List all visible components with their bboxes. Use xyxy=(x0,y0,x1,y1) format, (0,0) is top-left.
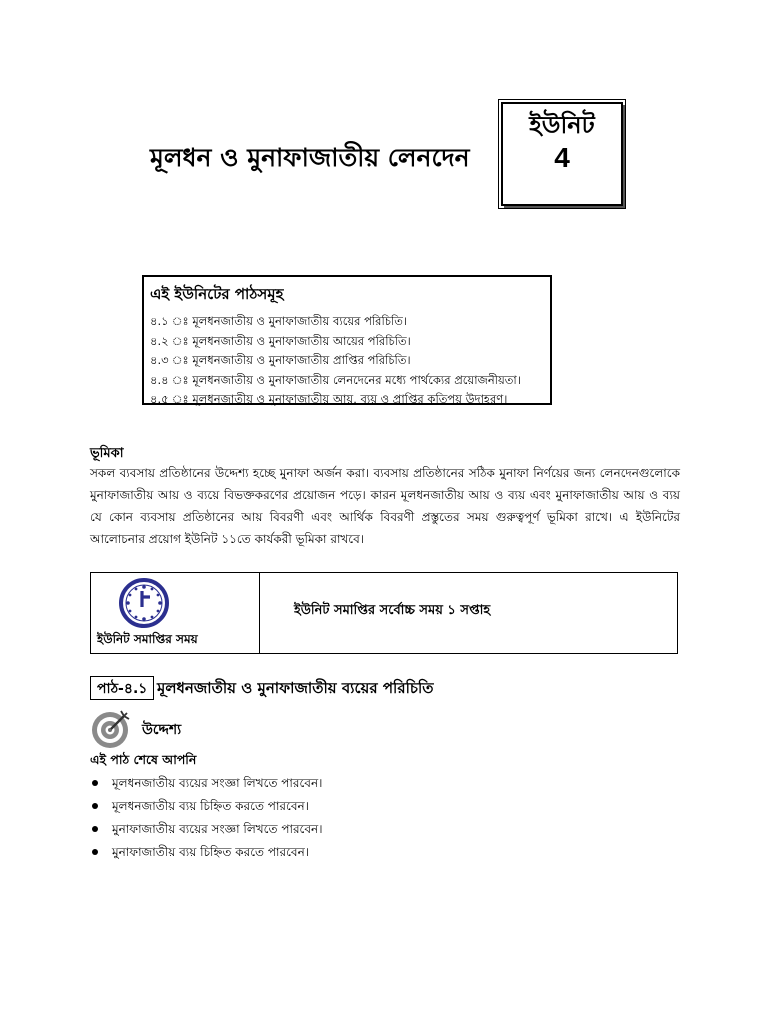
list-item xyxy=(90,818,323,841)
page-title: মূলধন ও মুনাফাজাতীয় লেনদেন xyxy=(150,143,470,172)
unit-number: 4 xyxy=(554,142,570,173)
objective-text: মূলধনজাতীয় ব্যয়ের সংজ্ঞা লিখতে পারবেন। xyxy=(112,776,323,790)
bullet-icon xyxy=(92,780,98,786)
lesson-list-item: ৪.৫ ঃ মূলধনজাতীয় ও মুনাফাজাতীয় আয়, ব্যয় ও প্রাপ্তির কতিপয় উদাহরণ। xyxy=(150,392,508,406)
bullet-icon xyxy=(92,849,98,855)
time-box-value: ইউনিট সমাপ্তির সর্বোচ্চ সময় ১ সপ্তাহ xyxy=(294,603,491,618)
list-item xyxy=(90,795,323,818)
objective-list xyxy=(90,772,323,864)
lesson-title: মূলধনজাতীয় ও মুনাফাজাতীয় ব্যয়ের পরিচিতি xyxy=(157,679,434,697)
list-item xyxy=(90,772,323,795)
list-item xyxy=(90,841,323,864)
lessons-box xyxy=(142,275,552,405)
lesson-list-item: ৪.২ ঃ মূলধনজাতীয় ও মুনাফাজাতীয় আয়ের পরিচিতি। xyxy=(150,333,411,348)
lesson-list-item: ৪.৩ ঃ মূলধনজাতীয় ও মুনাফাজাতীয় প্রাপ্তির পরিচিতি। xyxy=(150,353,411,367)
intro-paragraph: সকল ব্যবসায় প্রতিষ্ঠানের উদ্দেশ্য হচ্ছে মুনাফা অর্জন করা। ব্যবসায় প্রতিষ্ঠানের সঠিক মুনাফা নির্ণয়ের জন্য লেনদেনগুলোকে মুনাফাজাতীয় আয় ও ব্যয়ে বিভক্তকরণের প্রয়োজন পড়ে। কারন মূলধনজাতীয় আয় ও ব্যয় এবং মুনাফাজাতীয় আয় ও ব্যয় যে কোন ব্যবসায় প্রতিষ্ঠানের আয় বিবরণী এবং আর্থিক বিবরণী প্রস্তুতের সময় গুরুত্বপূর্ণ ভূমিকা রাখে। এ ইউনিটের আলোচনার প্রয়োগ ইউনিট ১১তে কার্যকরী ভূমিকা রাখবে। xyxy=(90,466,680,546)
lesson-tag: পাঠ-৪.১ xyxy=(90,676,154,700)
bullet-icon xyxy=(92,803,98,809)
time-box-label: ইউনিট সমাপ্তির সময় xyxy=(97,632,198,646)
lesson-list-item: ৪.৪ ঃ মূলধনজাতীয় ও মুনাফাজাতীয় লেনদেনের মধ্যে পার্থক্যের প্রয়োজনীয়তা। xyxy=(150,372,521,387)
objective-subheading: এই পাঠ শেষে আপনি xyxy=(90,752,197,767)
unit-label: ইউনিট xyxy=(529,111,595,139)
lessons-heading: এই ইউনিটের পাঠসমূহ xyxy=(150,285,284,303)
lesson-list-item: ৪.১ ঃ মূলধনজাতীয় ও মুনাফাজাতীয় ব্যয়ের পরিচিতি। xyxy=(150,314,408,328)
objective-text: মূলধনজাতীয় ব্যয় চিহ্নিত করতে পারবেন। xyxy=(112,799,309,813)
clock-icon xyxy=(118,577,170,629)
time-box xyxy=(90,572,678,654)
target-icon xyxy=(90,708,132,750)
intro-heading: ভূমিকা xyxy=(90,446,124,461)
objective-text: মুনাফাজাতীয় ব্যয় চিহ্নিত করতে পারবেন। xyxy=(112,845,310,859)
objective-text: মুনাফাজাতীয় ব্যয়ের সংজ্ঞা লিখতে পারবেন। xyxy=(112,822,323,836)
bullet-icon xyxy=(92,826,98,832)
unit-box xyxy=(501,102,623,206)
objective-label: উদ্দেশ্য xyxy=(142,722,182,738)
time-box-left-cell xyxy=(91,573,260,653)
